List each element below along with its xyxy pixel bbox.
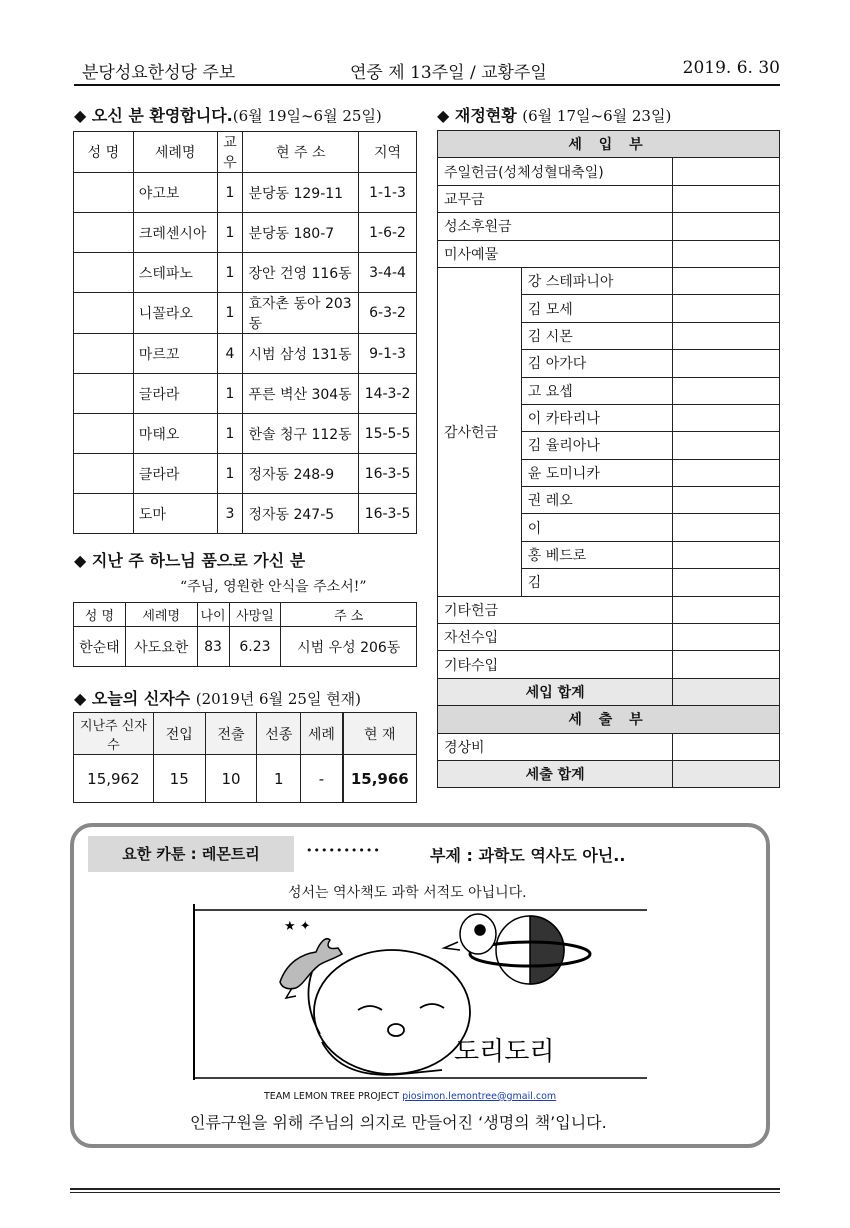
welcome-cell: 1	[217, 213, 243, 253]
amount-cell	[673, 733, 780, 760]
cartoon-bottom-text: 인류구원을 위해 주님의 의지로 만들어진 ‘생명의 책’입니다.	[190, 1113, 607, 1132]
income-item-label: 주일헌금(성체성혈대축일)	[438, 158, 673, 185]
welcome-col-header: 세례명	[133, 132, 217, 173]
income-item	[438, 158, 780, 185]
welcome-cell: 마르꼬	[133, 334, 217, 374]
liturgical-week: 연중 제 13주일 / 교황주일	[350, 63, 547, 83]
welcome-col-header: 성 명	[74, 132, 134, 173]
income-total-label: 세입 합계	[438, 678, 673, 705]
believers-value: 10	[205, 755, 257, 803]
welcome-cell: 16-3-5	[359, 454, 417, 494]
amount-cell	[673, 432, 780, 459]
finance-title-text: ◆ 재정현황	[437, 106, 517, 125]
welcome-cell: 크레센시아	[133, 213, 217, 253]
cartoon-caption: 성서는 역사책도 과학 서적도 아닙니다.	[288, 885, 527, 901]
believers-value: 15,962	[74, 755, 154, 803]
income-item	[438, 185, 780, 212]
cartoon-illustration	[192, 902, 647, 1082]
thanks-name: 김 율리아나	[521, 432, 673, 459]
believers-col-header: 전출	[205, 713, 257, 755]
welcome-row	[74, 173, 417, 213]
deceased-col-header: 나이	[197, 603, 229, 627]
welcome-cell: 효자촌 동아 203동	[243, 293, 359, 334]
welcome-cell: 16-3-5	[359, 494, 417, 534]
believers-col-header: 세례	[301, 713, 343, 755]
deceased-col-header: 사망일	[229, 603, 281, 627]
believers-col-header: 전입	[153, 713, 205, 755]
welcome-col-header: 지역	[359, 132, 417, 173]
amount-cell	[673, 404, 780, 431]
credit-email-link[interactable]: piosimon.lemontree@gmail.com	[402, 1091, 557, 1102]
welcome-cell	[74, 454, 134, 494]
income-item	[438, 624, 780, 651]
welcome-cell: 1	[217, 253, 243, 293]
thanks-name: 이 카타리나	[521, 404, 673, 431]
thanks-name: 이	[521, 514, 673, 541]
welcome-row	[74, 213, 417, 253]
thanks-name: 홍 베드로	[521, 541, 673, 568]
expense-item	[438, 733, 780, 760]
welcome-cell: 푸른 벽산 304동	[243, 374, 359, 414]
welcome-cell: 15-5-5	[359, 414, 417, 454]
welcome-cell: 1	[217, 414, 243, 454]
believers-value: 1	[257, 755, 301, 803]
amount-cell	[673, 651, 780, 678]
deceased-cell: 83	[197, 627, 229, 667]
believers-col-header: 선종	[257, 713, 301, 755]
amount-cell	[673, 185, 780, 212]
deceased-row	[74, 627, 417, 667]
thanks-name: 윤 도미니카	[521, 459, 673, 486]
welcome-cell: 1	[217, 173, 243, 213]
deceased-col-header: 성 명	[74, 603, 126, 627]
dots-divider: ••••••••••	[306, 844, 381, 857]
welcome-cell: 6-3-2	[359, 293, 417, 334]
welcome-row	[74, 334, 417, 374]
believers-table	[73, 712, 417, 803]
deceased-cell: 사도요한	[125, 627, 197, 667]
welcome-cell: 정자동 247-5	[243, 494, 359, 534]
speech-text: 도리도리	[454, 1037, 555, 1067]
expense-header-label: 세 출 부	[438, 706, 780, 733]
deceased-cell: 한순태	[74, 627, 126, 667]
welcome-cell: 니꼴라오	[133, 293, 217, 334]
thanks-name: 김 모세	[521, 295, 673, 322]
thanks-label: 감사헌금	[438, 267, 522, 596]
welcome-cell: 3-4-4	[359, 253, 417, 293]
amount-cell	[673, 322, 780, 349]
thanks-name: 강 스테파니아	[521, 267, 673, 294]
welcome-row	[74, 454, 417, 494]
deceased-table	[73, 602, 417, 667]
thanks-name: 권 레오	[521, 487, 673, 514]
welcome-cell: 9-1-3	[359, 334, 417, 374]
welcome-col-header: 교우	[217, 132, 243, 173]
welcome-cell: 시범 삼성 131동	[243, 334, 359, 374]
welcome-cell: 한솔 청구 112동	[243, 414, 359, 454]
income-item-label: 기타수입	[438, 651, 673, 678]
welcome-cell	[74, 173, 134, 213]
welcome-cell: 정자동 248-9	[243, 454, 359, 494]
deceased-cell: 시범 우성 206동	[281, 627, 417, 667]
amount-cell	[673, 541, 780, 568]
deceased-cell: 6.23	[229, 627, 281, 667]
income-item-label: 성소후원금	[438, 213, 673, 240]
prayer-text: “주님, 영원한 안식을 주소서!”	[180, 579, 367, 595]
welcome-cell: 분당동 180-7	[243, 213, 359, 253]
finance-period: (6월 17일~6월 23일)	[522, 107, 672, 125]
thanks-name: 김 아가다	[521, 350, 673, 377]
deceased-title: ◆ 지난 주 하느님 품으로 가신 분	[74, 551, 306, 570]
finance-title	[437, 103, 671, 126]
thanks-name: 고 요셉	[521, 377, 673, 404]
amount-cell	[673, 240, 780, 267]
income-item	[438, 651, 780, 678]
income-total	[438, 678, 780, 705]
amount-cell	[673, 377, 780, 404]
svg-text:★ ✦: ★ ✦	[284, 919, 311, 934]
bulletin-header	[74, 58, 780, 86]
deceased-col-header: 주 소	[281, 603, 417, 627]
welcome-row	[74, 414, 417, 454]
welcome-cell: 1	[217, 293, 243, 334]
welcome-cell: 1	[217, 454, 243, 494]
amount-cell	[673, 569, 780, 596]
welcome-cell: 1-1-3	[359, 173, 417, 213]
welcome-cell: 3	[217, 494, 243, 534]
deceased-col-header: 세례명	[125, 603, 197, 627]
welcome-cell: 14-3-2	[359, 374, 417, 414]
thanks-row	[438, 267, 780, 294]
amount-cell	[673, 158, 780, 185]
amount-cell	[673, 624, 780, 651]
believers-title-text: ◆ 오늘의 신자수	[74, 689, 191, 708]
cartoon-label: 요한 카툰 : 레몬트리	[88, 836, 294, 872]
welcome-title	[74, 103, 382, 126]
believers-col-header: 지난주 신자수	[74, 713, 154, 755]
income-item-label: 자선수입	[438, 624, 673, 651]
amount-cell	[673, 514, 780, 541]
thanks-name: 김	[521, 569, 673, 596]
welcome-cell: 1-6-2	[359, 213, 417, 253]
amount-cell	[673, 760, 780, 787]
believers-value: 15,966	[343, 755, 417, 803]
income-header	[438, 131, 780, 158]
welcome-row	[74, 374, 417, 414]
welcome-cell: 스테파노	[133, 253, 217, 293]
expense-total	[438, 760, 780, 787]
welcome-cell: 1	[217, 374, 243, 414]
welcome-cell	[74, 213, 134, 253]
welcome-cell	[74, 253, 134, 293]
welcome-title-text: ◆ 오신 분 환영합니다.	[74, 106, 233, 125]
income-item-label: 미사예물	[438, 240, 673, 267]
welcome-cell: 4	[217, 334, 243, 374]
expense-header	[438, 706, 780, 733]
credit-line	[264, 1091, 556, 1102]
welcome-row	[74, 494, 417, 534]
welcome-cell: 분당동 129-11	[243, 173, 359, 213]
welcome-cell: 글라라	[133, 374, 217, 414]
expense-item-label: 경상비	[438, 733, 673, 760]
amount-cell	[673, 596, 780, 623]
welcome-cell: 클라라	[133, 454, 217, 494]
issue-date: 2019. 6. 30	[682, 58, 780, 78]
credit-team: TEAM LEMON TREE PROJECT	[264, 1091, 400, 1102]
welcome-cell	[74, 414, 134, 454]
believers-subtitle: (2019년 6월 25일 현재)	[195, 690, 362, 708]
finance-table	[437, 130, 780, 788]
welcome-cell	[74, 494, 134, 534]
amount-cell	[673, 350, 780, 377]
income-item-label: 기타헌금	[438, 596, 673, 623]
income-item	[438, 213, 780, 240]
income-header-label: 세 입 부	[438, 131, 780, 158]
welcome-cell	[74, 293, 134, 334]
expense-total-label: 세출 합계	[438, 760, 673, 787]
income-item-label: 교무금	[438, 185, 673, 212]
parish-name: 분당성요한성당 주보	[82, 63, 236, 83]
amount-cell	[673, 678, 780, 705]
income-item	[438, 596, 780, 623]
welcome-cell: 도마	[133, 494, 217, 534]
bird-icon	[444, 914, 496, 954]
welcome-cell: 장안 건영 116동	[243, 253, 359, 293]
amount-cell	[673, 267, 780, 294]
thanks-name: 김 시몬	[521, 322, 673, 349]
believers-col-header: 현 재	[343, 713, 417, 755]
welcome-table	[73, 131, 417, 534]
welcome-col-header: 현 주 소	[243, 132, 359, 173]
welcome-row	[74, 293, 417, 334]
welcome-cell: 마태오	[133, 414, 217, 454]
welcome-row	[74, 253, 417, 293]
income-item	[438, 240, 780, 267]
welcome-cell	[74, 334, 134, 374]
round-character-icon	[308, 950, 470, 1075]
believers-title	[74, 686, 361, 709]
amount-cell	[673, 213, 780, 240]
footer-rule	[70, 1188, 780, 1190]
welcome-period: (6월 19일~6월 25일)	[232, 107, 382, 125]
cartoon-subtitle: 부제 : 과학도 역사도 아닌..	[430, 846, 626, 865]
amount-cell	[673, 295, 780, 322]
welcome-cell	[74, 374, 134, 414]
believers-value: -	[301, 755, 343, 803]
welcome-cell: 야고보	[133, 173, 217, 213]
believers-value: 15	[153, 755, 205, 803]
amount-cell	[673, 459, 780, 486]
footer-rule-thin	[70, 1192, 780, 1193]
amount-cell	[673, 487, 780, 514]
